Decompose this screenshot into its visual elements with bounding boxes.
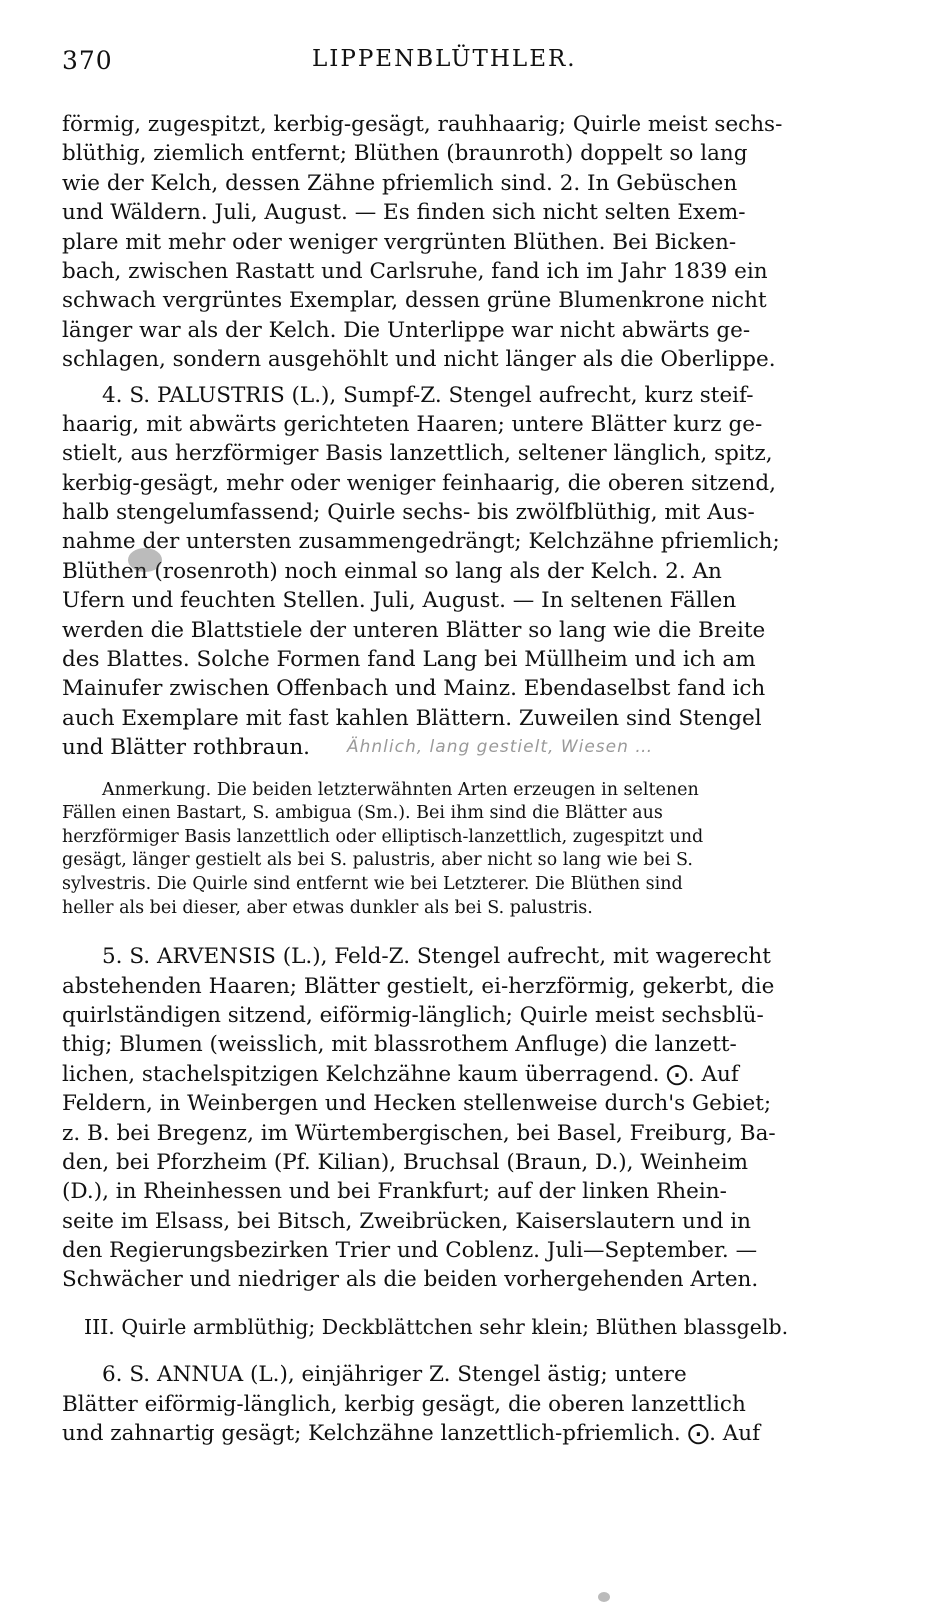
- text-line: Feldern, in Weinbergen und Hecken stellenweise durch's Gebiet;: [62, 1091, 772, 1117]
- text-line: werden die Blattstiele der unteren Blätter so lang wie die Breite: [62, 617, 766, 643]
- text-line: plare mit mehr oder weniger vergrünten Blüthen. Bei Bicken-: [62, 229, 737, 255]
- text-line: den, bei Pforzheim (Pf. Kilian), Bruchsal (Braun, D.), Weinheim: [62, 1149, 748, 1175]
- page-number: 370: [62, 46, 113, 75]
- species-entry-annua: [62, 1360, 862, 1448]
- text-line: 4. S. PALUSTRIS (L.), Sumpf-Z. Stengel aufrecht, kurz steif-: [102, 382, 754, 408]
- text-line: lichen, stachelspitzigen Kelchzähne kaum überragend. ⨀. Auf: [62, 1061, 739, 1087]
- text-line: stielt, aus herzförmiger Basis lanzettlich, seltener länglich, spitz,: [62, 441, 773, 467]
- note-line: sylvestris. Die Quirle sind entfernt wie bei Letzterer. Die Blüthen sind: [62, 873, 683, 894]
- text-line: Schwächer und niedriger als die beiden vorhergehenden Arten.: [62, 1267, 759, 1293]
- note-line: Anmerkung. Die beiden letzterwähnten Arten erzeugen in seltenen: [102, 779, 699, 800]
- text-line: nahme der untersten zusammengedrängt; Kelchzähne pfriemlich;: [62, 529, 780, 555]
- annotation-note: [62, 779, 862, 921]
- text-line: kerbig-gesägt, mehr oder weniger feinhaarig, die oberen sitzend,: [62, 470, 776, 496]
- note-line: gesägt, länger gestielt als bei S. palustris, aber nicht so lang wie bei S.: [62, 850, 693, 871]
- text-line: und zahnartig gesägt; Kelchzähne lanzettlich-pfriemlich. ⨀. Auf: [62, 1421, 761, 1447]
- text-line: Ufern und feuchten Stellen. Juli, August. — In seltenen Fällen: [62, 588, 737, 614]
- note-line: heller als bei dieser, aber etwas dunkler als bei S. palustris.: [62, 897, 593, 918]
- page-body: [62, 110, 862, 1448]
- page-header: [62, 46, 862, 86]
- text-line: den Regierungsbezirken Trier und Coblenz. Juli—September. —: [62, 1238, 758, 1264]
- text-line: länger war als der Kelch. Die Unterlippe war nicht abwärts ge-: [62, 317, 751, 343]
- ink-speck: [598, 1592, 610, 1602]
- text-line: förmig, zugespitzt, kerbig-gesägt, rauhhaarig; Quirle meist sechs-: [62, 112, 783, 137]
- text-line: wie der Kelch, dessen Zähne pfriemlich sind. 2⁠. In Gebüschen: [62, 170, 738, 196]
- text-line: 6. S. ANNUA (L.), einjähriger Z. Stengel ästig; untere: [102, 1362, 687, 1388]
- text-line: haarig, mit abwärts gerichteten Haaren; untere Blätter kurz ge-: [62, 411, 763, 437]
- text-line: schlagen, sondern ausgehöhlt und nicht länger als die Oberlippe.: [62, 347, 776, 373]
- text-line: schwach vergrüntes Exemplar, dessen grüne Blumenkrone nicht: [62, 288, 767, 314]
- text-line: abstehenden Haaren; Blätter gestielt, ei-herzförmig, gekerbt, die: [62, 973, 775, 999]
- text-line: und Wäldern. Juli, August. — Es finden sich nicht selten Exem-: [62, 200, 746, 226]
- text-line: auch Exemplare mit fast kahlen Blättern. Zuweilen sind Stengel: [62, 705, 762, 731]
- text-line-content: und Blätter rothbraun.: [62, 735, 310, 761]
- text-line: Mainufer zwischen Offenbach und Mainz. Ebendaselbst fand ich: [62, 676, 766, 702]
- text-line: blüthig, ziemlich entfernt; Blüthen (braunroth) doppelt so lang: [62, 141, 748, 167]
- text-line: (D.), in Rheinhessen und bei Frankfurt; auf der linken Rhein-: [62, 1179, 727, 1205]
- text-line: bach, zwischen Rastatt und Carlsruhe, fand ich im Jahr 1839 ein: [62, 258, 768, 284]
- text-line: quirlständigen sitzend, eiförmig-länglich; Quirle meist sechsblü-: [62, 1002, 764, 1028]
- section-heading-block: [62, 1313, 862, 1342]
- text-line: Blüthen (rosenroth) noch einmal so lang als der Kelch. 2⁠. An: [62, 558, 722, 584]
- ink-blot: [128, 548, 162, 572]
- text-line: halb stengelumfassend; Quirle sechs- bis zwölfblüthig, mit Aus-: [62, 500, 755, 526]
- text-line: seite im Elsass, bei Bitsch, Zweibrücken, Kaiserslautern und in: [62, 1208, 752, 1234]
- pencil-annotation: Ähnlich, lang gestielt, Wiesen …: [347, 737, 654, 758]
- text-line: thig; Blumen (weisslich, mit blassrothem Anfluge) die lanzett-: [62, 1032, 737, 1058]
- paragraph-continuation: [62, 110, 862, 375]
- running-title: LIPPENBLÜTHLER.: [312, 46, 577, 72]
- text-line: Blätter eiförmig-länglich, kerbig gesägt, die oberen lanzettlich: [62, 1391, 746, 1417]
- text-line: z. B. bei Bregenz, im Würtembergischen, bei Basel, Freiburg, Ba-: [62, 1120, 776, 1146]
- note-line: herzförmiger Basis lanzettlich oder elliptisch-lanzettlich, zugespitzt und: [62, 826, 704, 847]
- section-heading: III. Quirle armblüthig; Deckblättchen sehr klein; Blüthen blassgelb.: [84, 1314, 789, 1339]
- species-entry-arvensis: [62, 942, 862, 1295]
- species-entry-palustris: [62, 381, 862, 763]
- text-line-annotated: [62, 733, 862, 762]
- note-line: Fällen einen Bastart, S. ambigua (Sm.). Bei ihm sind die Blätter aus: [62, 803, 663, 824]
- text-line: 5. S. ARVENSIS (L.), Feld-Z. Stengel aufrecht, mit wagerecht: [102, 944, 771, 970]
- text-line: des Blattes. Solche Formen fand Lang bei Müllheim und ich am: [62, 647, 756, 673]
